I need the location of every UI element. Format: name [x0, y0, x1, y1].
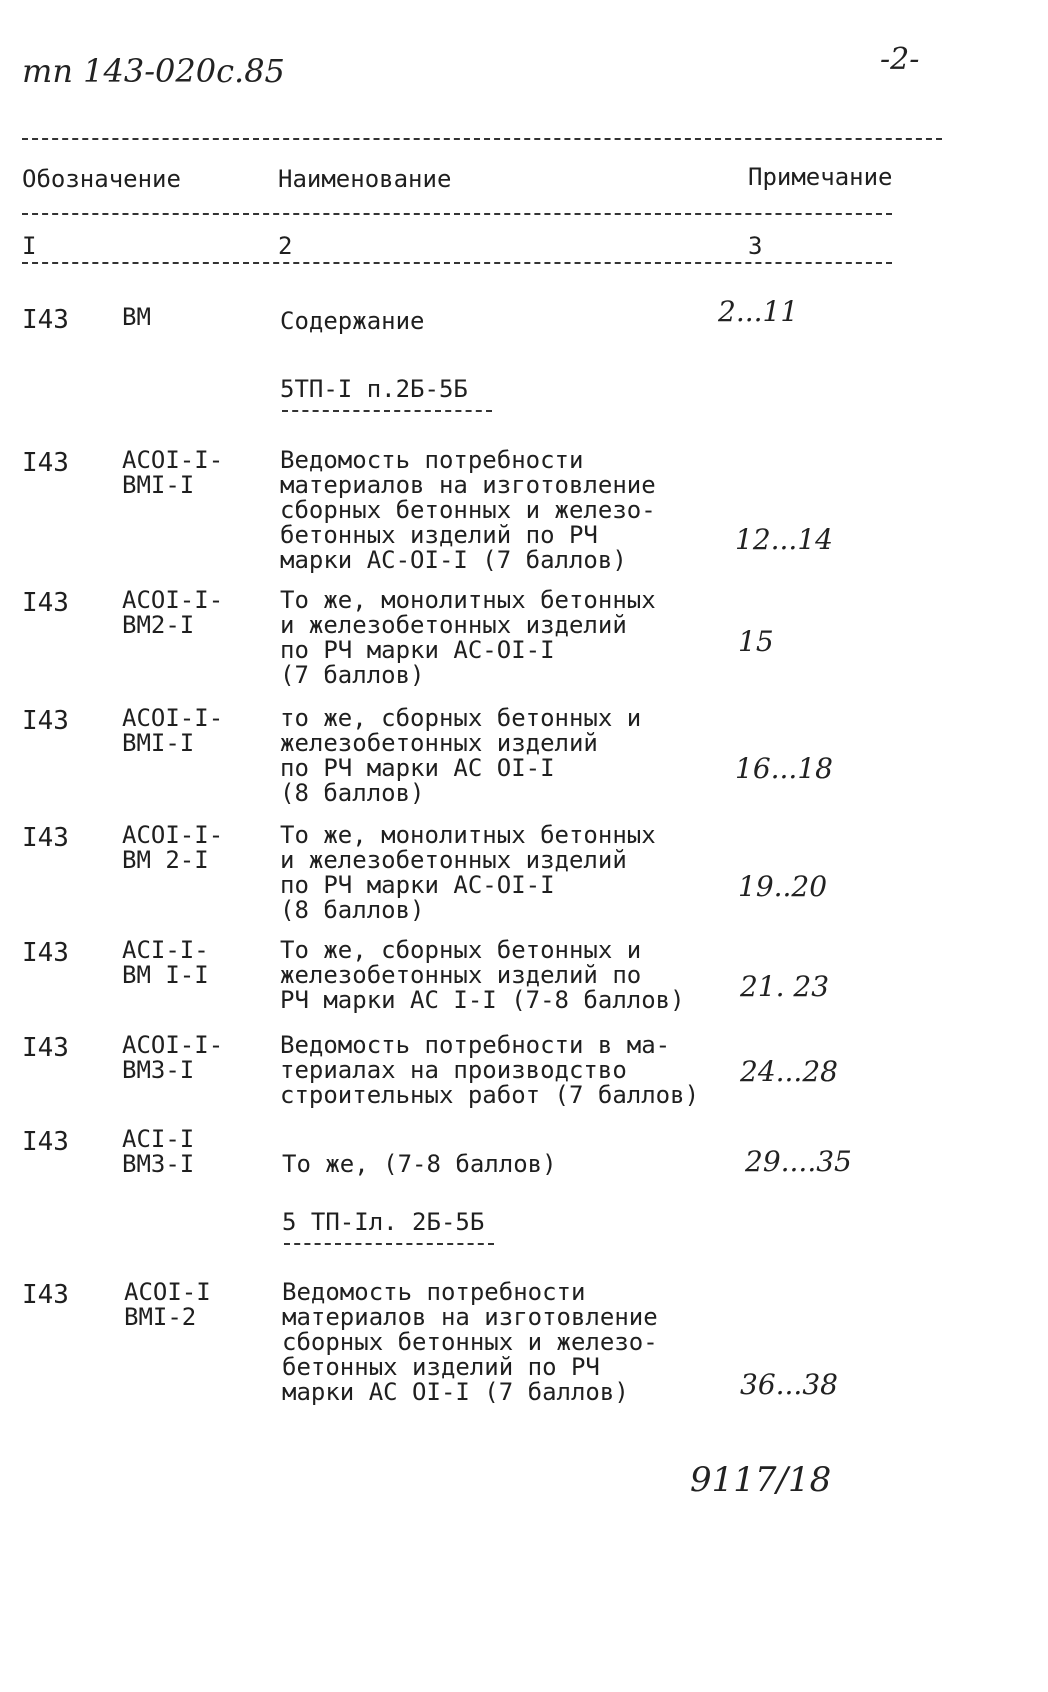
column-header-designation: Обозначение	[22, 165, 181, 193]
row-name: То же, сборных бетонных и железобетонных изделий по РЧ марки АС I-I (7-8 баллов)	[280, 936, 685, 1014]
row-name: Ведомость потребности материалов на изготовление сборных бетонных и железо- бетонных изделий по РЧ марки АС ОI-I (7 баллов)	[282, 1278, 658, 1406]
column-number-3: 3	[748, 232, 763, 260]
row-designation: АСI-I- ВМ I-I	[122, 936, 209, 989]
inventory-number: 9117/18	[690, 1460, 832, 1500]
row-page-note: 19..20	[738, 870, 828, 903]
column-header-note: Примечание	[748, 163, 893, 191]
row-number: I43	[22, 706, 69, 736]
row-page-note: 24...28	[740, 1055, 838, 1088]
row-designation: АСОI-I- ВМI-I	[122, 446, 224, 499]
row-number: I43	[22, 448, 69, 478]
page-number: -2-	[880, 42, 920, 77]
row-name: То же, монолитных бетонных и железобетонных изделий по РЧ марки АС-ОI-I (7 баллов)	[280, 586, 656, 689]
row-page-note: 15	[738, 625, 774, 658]
row-name: То же, монолитных бетонных и железобетонных изделий по РЧ марки АС-ОI-I (8 баллов)	[280, 821, 656, 924]
row-number: I43	[22, 1127, 69, 1157]
column-number-1: I	[22, 232, 37, 260]
row-page-note: 21. 23	[740, 970, 830, 1003]
row-name: Ведомость потребности материалов на изготовление сборных бетонных и железо- бетонных изделий по РЧ марки АС-ОI-I (7 баллов)	[280, 446, 656, 574]
column-number-2: 2	[278, 232, 293, 260]
row-designation: АСОI-I ВМI-2	[124, 1278, 211, 1331]
divider-header	[22, 213, 892, 215]
row-number: I43	[22, 938, 69, 968]
row-designation: АСОI-I- ВМ3-I	[122, 1031, 224, 1084]
row-designation: АСОI-I- ВМ 2-I	[122, 821, 224, 874]
row-number: I43	[22, 1280, 69, 1310]
column-header-name: Наименование	[278, 165, 452, 193]
document-code: тп 143-020с.85	[22, 52, 285, 90]
row-page-note: 2...11	[718, 295, 799, 328]
row-number: I43	[22, 1033, 69, 1063]
divider-top	[22, 138, 942, 140]
row-name: Содержание	[280, 307, 425, 335]
row-page-note: 36...38	[740, 1368, 838, 1401]
row-number: I43	[22, 823, 69, 853]
divider-numbers	[22, 262, 892, 264]
row-number: I43	[22, 588, 69, 618]
section-heading: 5ТП-I п.2Б-5Б	[280, 375, 468, 403]
row-page-note: 29....35	[745, 1145, 852, 1178]
row-designation: АСОI-I- ВМI-I	[122, 704, 224, 757]
row-number: I43	[22, 305, 69, 335]
row-name: То же, (7-8 баллов)	[282, 1150, 557, 1178]
section-heading: 5 ТП-Iл. 2Б-5Б	[282, 1208, 485, 1236]
row-designation: АСI-I ВМ3-I	[122, 1125, 195, 1178]
row-page-note: 16...18	[735, 752, 833, 785]
section-underline	[282, 410, 492, 412]
row-designation: АСОI-I- ВМ2-I	[122, 586, 224, 639]
row-name: Ведомость потребности в ма- териалах на производство строительных работ (7 баллов)	[280, 1031, 700, 1109]
row-name: то же, сборных бетонных и железобетонных изделий по РЧ марки АС ОI-I (8 баллов)	[280, 704, 642, 807]
row-designation: ВМ	[122, 303, 151, 331]
row-page-note: 12...14	[735, 523, 833, 556]
section-underline	[284, 1243, 494, 1245]
